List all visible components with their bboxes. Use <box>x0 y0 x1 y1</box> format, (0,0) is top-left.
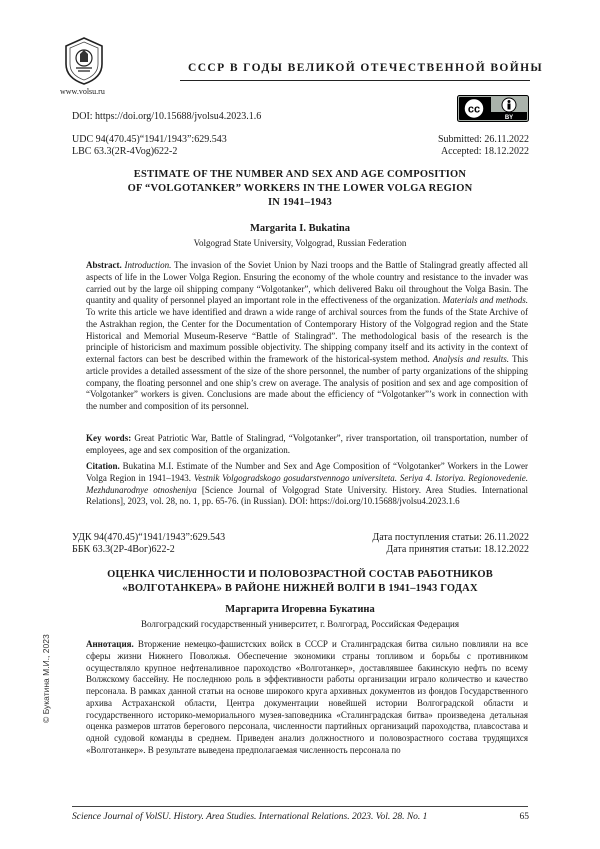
abstract-label: Abstract. <box>86 260 122 270</box>
section-title: СССР В ГОДЫ ВЕЛИКОЙ ОТЕЧЕСТВЕННОЙ ВОЙНЫ <box>188 62 544 74</box>
affiliation-ru: Волгоградский государственный университет, г. Волгоград, Российская Федерация <box>141 619 459 629</box>
abstract-methods: To write this article we have identified and drawn a wide range of archival sources from the funds of the State Archive of the Astrakhan region, the Center for the Documentation of Contemporary History of the Volgograd region and the State Historical and Memorial Museum-Reserve “Battle of Stalingrad”. The methodological basis of the research is the principle of historicism and maximum possible objectivity. The shipping company itself and its activity in the context of external factors can best be described within the framework of the historical-system method. <box>86 307 528 364</box>
article-title-ru <box>72 568 528 596</box>
cc-by-license-icon[interactable] <box>457 95 529 122</box>
submitted-date-ru: Дата поступления статьи: 26.11.2022 <box>372 532 529 543</box>
title-line: IN 1941–1943 <box>268 197 332 208</box>
copyright-side-note <box>34 577 51 723</box>
header-rule <box>180 80 530 81</box>
title-line: OF “VOLGOTANKER” WORKERS IN THE LOWER VOLGA REGION <box>127 183 473 194</box>
citation-journal: Vestnik Volgogradskogo gosudarstvennogo universiteta. Seriya 4. Istoriya. Regionovedenie. Mezhdunarodnye otnosheniya <box>86 472 528 495</box>
author-name-en: Margarita I. Bukatina <box>249 223 351 234</box>
citation-main: Bukatina M.I. Estimate of the Number and Sex and Age Composition of “Volgotanker” Workers in the Lower Volga Region in 1941–1943. <box>86 461 528 483</box>
lbc-code-ru: ББК 63.3(2Р-4Вог)622-2 <box>72 544 175 555</box>
svg-text:cc: cc <box>467 103 481 116</box>
citation-label: Citation. <box>86 461 120 471</box>
article-title-en <box>72 168 528 210</box>
abstract-methods-label: Materials and methods. <box>442 295 528 306</box>
udc-code-ru: УДК 94(470.45)“1941/1943”:629.543 <box>72 532 226 543</box>
copyright-text: © Букатина М.И., 2023 <box>41 634 51 723</box>
footer-rule <box>72 806 528 807</box>
abstract-intro-label: Introduction. <box>124 260 172 270</box>
citation-en <box>72 461 528 508</box>
journal-footer: Science Journal of VolSU. History. Area Studies. International Relations. 2023. Vol. 28. No. 1 <box>72 812 428 822</box>
udc-code: UDC 94(470.45)“1941/1943”:629.543 <box>72 134 227 145</box>
accepted-date: Accepted: 18.12.2022 <box>440 146 529 157</box>
doi-link[interactable]: DOI: https://doi.org/10.15688/jvolsu4.2023.1.6 <box>72 111 262 122</box>
abstract-intro: The invasion of the Soviet Union by Nazi troops and the Battle of Stalingrad greatly affected all aspects of life in the Lower Volga Region. Ensuring the economy of the whole country and resistance to the invader was carried out by the large oil shipping company “Volgotanker”, which delivered Baku oil throughout the Volga Basin. The quantity and quality of personnel played an important role in the effectiveness of the organization. <box>86 260 529 306</box>
title-line: ОЦЕНКА ЧИСЛЕННОСТИ И ПОЛОВОЗРАСТНОЙ СОСТАВ РАБОТНИКОВ <box>107 569 493 580</box>
svg-text:BY: BY <box>504 115 514 121</box>
abstract-en <box>72 260 528 413</box>
page-number: 65 <box>519 812 529 822</box>
abstract-label-ru: Аннотация. <box>86 639 134 649</box>
site-url[interactable]: www.volsu.ru <box>60 87 105 96</box>
title-line: «ВОЛГОТАНКЕРА» В РАЙОНЕ НИЖНЕЙ ВОЛГИ В 1941–1943 ГОДАХ <box>122 583 478 594</box>
author-name-ru: Маргарита Игоревна Букатина <box>225 604 375 615</box>
abstract-results-label: Analysis and results. <box>432 354 510 364</box>
abstract-text-ru: Вторжение немецко-фашистских войск в СССР и Сталинградская битва сильно повлияли на все сферы жизни Нижнего Поволжья. Обеспечение экономики страны топливом и борьбы с противником осуществляло крупное нефтеналивное пароходство «Волготанкер», доставлявшее бакинскую нефть по всему Волжскому бассейну. Не последнюю роль в эффективности работы организации играло количество и качество персонала. В рамках данной статьи на основе широкого круга архивных документов из фондов Государственного архива Астраханской области, Центра документации новейшей истории Волгоградской области и государственного историко-мемориального музея-заповедника «Сталинградская битва» произведена детальная оценка размеров штатов берегового персонала, численности партийных организаций пароходства, плавсостава и одной судовой команды в среднем. Приведен анализ должностного и половозрастного состава трудящихся «Волготанкер». В результате выведена предполагаемая численность персонала по <box>86 639 528 755</box>
abstract-ru <box>72 639 528 757</box>
university-logo <box>62 36 106 86</box>
title-line: ESTIMATE OF THE NUMBER AND SEX AND AGE COMPOSITION <box>133 169 467 180</box>
submitted-date: Submitted: 26.11.2022 <box>437 134 529 145</box>
keywords-label: Key words: <box>86 433 132 443</box>
lbc-code: LBC 63.3(2R-4Vog)622-2 <box>72 146 178 157</box>
citation-tail: [Science Journal of Volgograd State University. History. Area Studies. International Relations], 2023, vol. 28, no. 1, pp. 65-76. (in Russian). DOI: https://doi.org/10.15688/jvolsu4.2023.1.6 <box>86 484 528 507</box>
affiliation-en: Volgograd State University, Volgograd, Russian Federation <box>193 238 407 248</box>
keywords-text: Great Patriotic War, Battle of Stalingrad, “Volgotanker”, river transportation, oil transportation, number of employees, age and sex composition of the organization. <box>86 433 528 455</box>
keywords-en <box>72 433 528 457</box>
abstract-results: This article provides a detailed assessment of the size of the shore personnel, the number of party organizations of the shipping company, the floating personnel and one ship’s crew on average. The analysis of position and sex and age composition of “Volgotanker” workers is given. Conclusions are made about the efficiency of “Volgotanker”’s work in connection with the number and composition of its personnel. <box>86 354 528 411</box>
accepted-date-ru: Дата принятия статьи: 18.12.2022 <box>386 544 529 555</box>
